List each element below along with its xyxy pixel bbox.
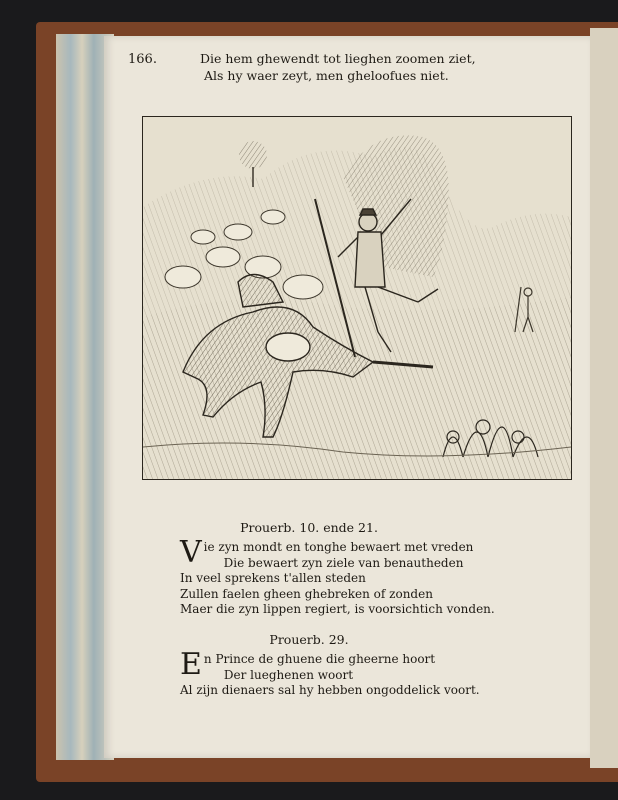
verse-line: Maer die zyn lippen regiert, is voorsichtich vonden. — [180, 602, 495, 616]
verse-block-1 — [180, 535, 520, 618]
shepherd-wolf-engraving-icon — [143, 117, 571, 479]
verse-line: Die bewaert zyn ziele van benautheden — [223, 555, 464, 570]
section-heading-2: Prouerb. 29. — [269, 632, 349, 647]
verse-line: Zullen faelen gheen ghebreken of zonden — [180, 586, 433, 601]
motto — [200, 50, 490, 84]
page-number: 166. — [128, 52, 157, 67]
verse-block-2 — [180, 647, 520, 699]
verse-line: Der lueghenen woort — [223, 667, 354, 682]
motto-line-1: Die hem ghewendt tot lieghen zoomen ziet, — [200, 51, 476, 66]
tree-icon — [239, 141, 267, 169]
verse-line: En Prince de ghuene die gheerne hoort — [180, 647, 436, 682]
motto-line-2: Als hy waer zeyt, men gheloofues niet. — [204, 68, 449, 83]
verse-line: In veel sprekens t'allen steden — [180, 571, 366, 585]
verse-line: Vie zyn mondt en tonghe bewaert met vreden — [180, 535, 474, 570]
facing-page-edge — [590, 28, 618, 768]
engraving-plate — [142, 116, 572, 480]
drop-cap: V — [180, 535, 202, 570]
drop-cap: E — [180, 647, 202, 682]
section-heading-1: Prouerb. 10. ende 21. — [240, 520, 378, 535]
verse-line: Al zijn dienaers sal hy hebben ongoddelick voort. — [180, 683, 480, 697]
